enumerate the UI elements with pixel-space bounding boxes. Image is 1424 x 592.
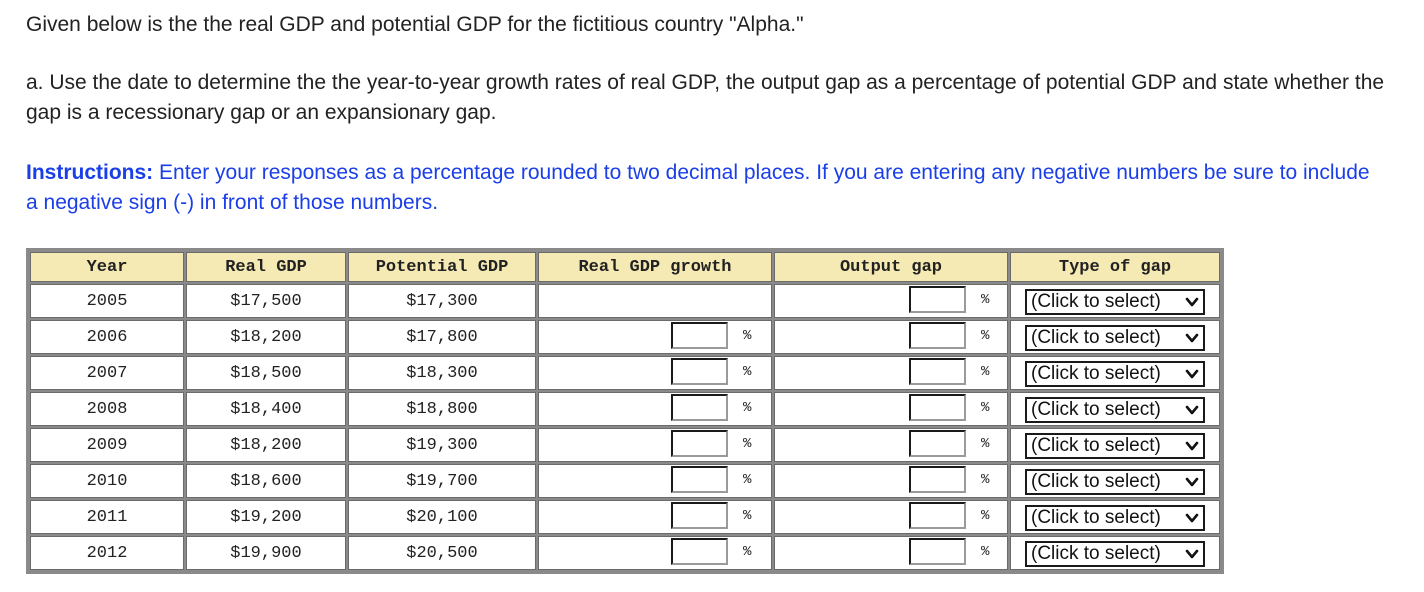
output-gap-input[interactable]	[909, 430, 966, 457]
select-value: (Click to select)	[1031, 543, 1161, 564]
gap-type-select[interactable]	[1025, 361, 1205, 387]
real-gdp-growth-input[interactable]	[671, 430, 728, 457]
chevron-down-icon	[1185, 403, 1199, 417]
instructions-text: Enter your responses as a percentage rounded to two decimal places. If you are entering any negative numbers be sure to include a negative sign (-) in front of those numbers.	[26, 161, 1370, 214]
potential-gdp-cell: $18,300	[348, 356, 536, 390]
percent-sign: %	[981, 328, 990, 344]
type-of-gap-cell	[1010, 320, 1220, 354]
output-gap-input[interactable]	[909, 322, 966, 349]
output-gap-cell	[774, 392, 1008, 426]
percent-sign: %	[743, 328, 752, 344]
type-of-gap-cell	[1010, 356, 1220, 390]
type-of-gap-cell	[1010, 500, 1220, 534]
potential-gdp-cell: $17,300	[348, 284, 536, 318]
output-gap-cell	[774, 500, 1008, 534]
real-gdp-growth-cell	[538, 500, 772, 534]
output-gap-cell	[774, 356, 1008, 390]
select-value: (Click to select)	[1031, 435, 1161, 456]
real-gdp-cell: $18,400	[186, 392, 346, 426]
year-cell: 2006	[30, 320, 184, 354]
output-gap-cell	[774, 464, 1008, 498]
gap-type-select[interactable]	[1025, 433, 1205, 459]
select-value: (Click to select)	[1031, 399, 1161, 420]
instructions-label: Instructions:	[26, 161, 154, 184]
real-gdp-cell: $18,500	[186, 356, 346, 390]
table-row	[30, 320, 1220, 354]
table-row	[30, 536, 1220, 570]
gap-type-select[interactable]	[1025, 325, 1205, 351]
table-row	[30, 464, 1220, 498]
real-gdp-cell: $18,200	[186, 320, 346, 354]
type-of-gap-cell	[1010, 536, 1220, 570]
chevron-down-icon	[1185, 475, 1199, 489]
header-year: Year	[30, 252, 184, 282]
type-of-gap-cell	[1010, 284, 1220, 318]
chevron-down-icon	[1185, 295, 1199, 309]
select-value: (Click to select)	[1031, 291, 1161, 312]
output-gap-input[interactable]	[909, 502, 966, 529]
potential-gdp-cell: $19,300	[348, 428, 536, 462]
output-gap-cell	[774, 284, 1008, 318]
output-gap-input[interactable]	[909, 286, 966, 313]
real-gdp-growth-input[interactable]	[671, 466, 728, 493]
real-gdp-growth-input[interactable]	[671, 322, 728, 349]
table-row	[30, 392, 1220, 426]
percent-sign: %	[981, 292, 990, 308]
real-gdp-growth-cell	[538, 284, 772, 318]
percent-sign: %	[743, 364, 752, 380]
header-type-of-gap: Type of gap	[1010, 252, 1220, 282]
real-gdp-growth-input[interactable]	[671, 502, 728, 529]
header-output-gap: Output gap	[774, 252, 1008, 282]
year-cell: 2005	[30, 284, 184, 318]
real-gdp-growth-cell	[538, 536, 772, 570]
table-row	[30, 500, 1220, 534]
chevron-down-icon	[1185, 547, 1199, 561]
percent-sign: %	[981, 508, 990, 524]
percent-sign: %	[743, 400, 752, 416]
real-gdp-growth-cell	[538, 320, 772, 354]
potential-gdp-cell: $18,800	[348, 392, 536, 426]
gdp-table	[26, 248, 1224, 574]
output-gap-input[interactable]	[909, 358, 966, 385]
real-gdp-growth-input[interactable]	[671, 538, 728, 565]
percent-sign: %	[981, 472, 990, 488]
chevron-down-icon	[1185, 331, 1199, 345]
real-gdp-cell: $18,600	[186, 464, 346, 498]
table-header-row	[30, 252, 1220, 282]
gap-type-select[interactable]	[1025, 541, 1205, 567]
percent-sign: %	[743, 436, 752, 452]
year-cell: 2007	[30, 356, 184, 390]
real-gdp-growth-cell	[538, 392, 772, 426]
potential-gdp-cell: $20,500	[348, 536, 536, 570]
percent-sign: %	[981, 436, 990, 452]
percent-sign: %	[743, 472, 752, 488]
output-gap-input[interactable]	[909, 538, 966, 565]
select-value: (Click to select)	[1031, 507, 1161, 528]
real-gdp-growth-cell	[538, 356, 772, 390]
percent-sign: %	[743, 508, 752, 524]
header-real-gdp-growth: Real GDP growth	[538, 252, 772, 282]
year-cell: 2012	[30, 536, 184, 570]
real-gdp-cell: $18,200	[186, 428, 346, 462]
potential-gdp-cell: $20,100	[348, 500, 536, 534]
gap-type-select[interactable]	[1025, 505, 1205, 531]
chevron-down-icon	[1185, 511, 1199, 525]
table-row	[30, 356, 1220, 390]
chevron-down-icon	[1185, 439, 1199, 453]
real-gdp-growth-cell	[538, 428, 772, 462]
chevron-down-icon	[1185, 367, 1199, 381]
real-gdp-cell: $17,500	[186, 284, 346, 318]
type-of-gap-cell	[1010, 392, 1220, 426]
year-cell: 2008	[30, 392, 184, 426]
real-gdp-cell: $19,900	[186, 536, 346, 570]
table-row	[30, 284, 1220, 318]
potential-gdp-cell: $19,700	[348, 464, 536, 498]
output-gap-cell	[774, 428, 1008, 462]
header-real-gdp: Real GDP	[186, 252, 346, 282]
type-of-gap-cell	[1010, 428, 1220, 462]
potential-gdp-cell: $17,800	[348, 320, 536, 354]
percent-sign: %	[981, 544, 990, 560]
header-potential-gdp: Potential GDP	[348, 252, 536, 282]
real-gdp-growth-cell	[538, 464, 772, 498]
select-value: (Click to select)	[1031, 327, 1161, 348]
select-value: (Click to select)	[1031, 471, 1161, 492]
real-gdp-growth-input[interactable]	[671, 358, 728, 385]
table-row	[30, 428, 1220, 462]
output-gap-input[interactable]	[909, 394, 966, 421]
gap-type-select[interactable]	[1025, 289, 1205, 315]
question-part-a: a. Use the date to determine the the year-to-year growth rates of real GDP, the output gap as a percentage of potential GDP and state whether the gap is a recessionary gap or an expansionary gap.	[26, 71, 1385, 124]
percent-sign: %	[981, 400, 990, 416]
output-gap-cell	[774, 536, 1008, 570]
gap-type-select[interactable]	[1025, 397, 1205, 423]
real-gdp-growth-input[interactable]	[671, 394, 728, 421]
instructions	[26, 158, 1386, 218]
select-value: (Click to select)	[1031, 363, 1161, 384]
gap-type-select[interactable]	[1025, 469, 1205, 495]
percent-sign: %	[981, 364, 990, 380]
real-gdp-cell: $19,200	[186, 500, 346, 534]
year-cell: 2009	[30, 428, 184, 462]
percent-sign: %	[743, 544, 752, 560]
type-of-gap-cell	[1010, 464, 1220, 498]
output-gap-input[interactable]	[909, 466, 966, 493]
output-gap-cell	[774, 320, 1008, 354]
intro-text: Given below is the the real GDP and potential GDP for the fictitious country "Alpha."	[26, 13, 804, 36]
year-cell: 2010	[30, 464, 184, 498]
year-cell: 2011	[30, 500, 184, 534]
